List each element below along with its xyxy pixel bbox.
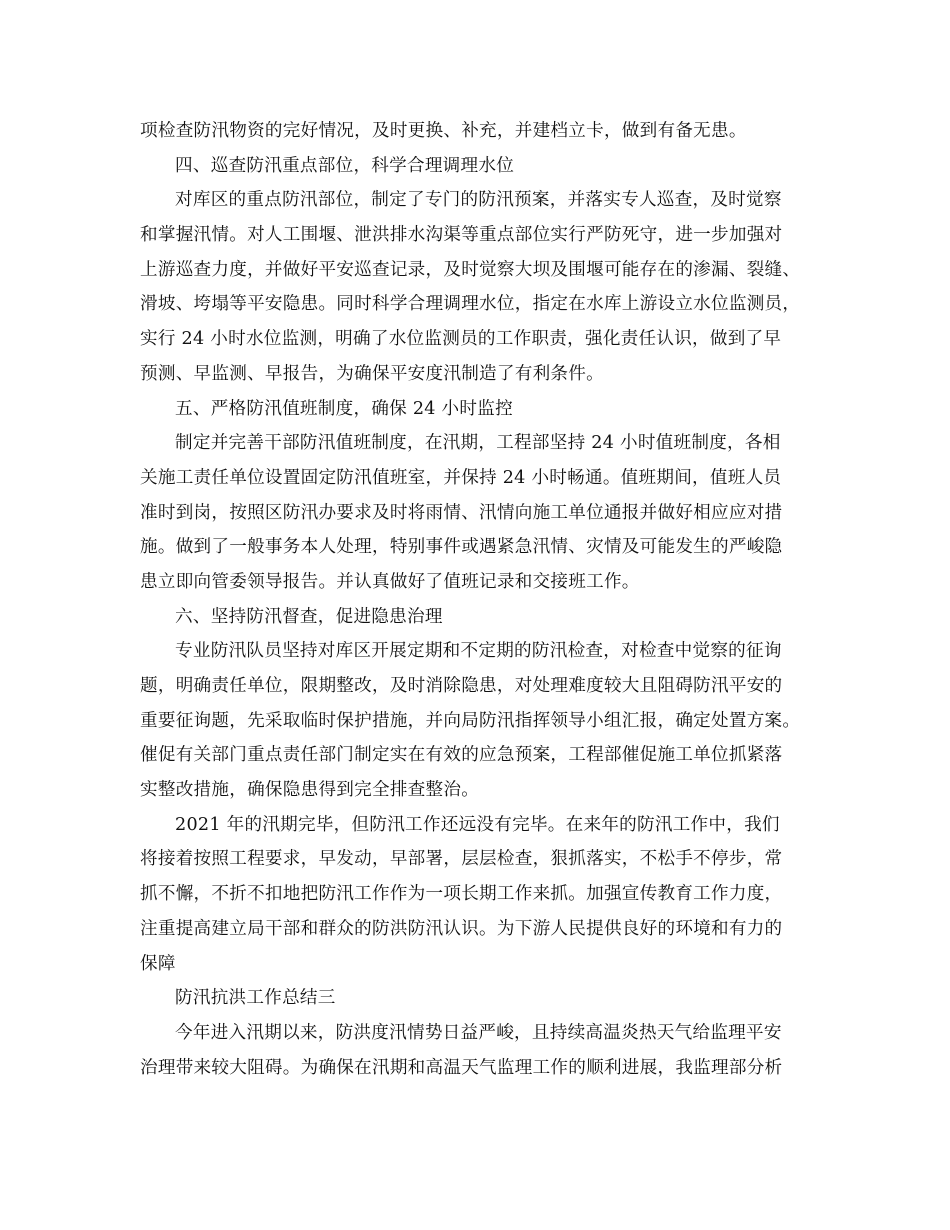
- text-line: 抓不懈，不折不扣地把防汛工作作为一项长期工作来抓。加强宣传教育工作力度，: [140, 884, 783, 905]
- text-line: 患立即向管委领导报告。并认真做好了值班记录和交接班工作。: [140, 571, 640, 592]
- text-line: 今年进入汛期以来，防洪度汛情势日益严峻，且持续高温炎热天气给监理平安: [175, 1022, 782, 1043]
- text-line: 2021 年的汛期完毕，但防汛工作还远没有完毕。在来年的防汛工作中，我们: [175, 814, 780, 835]
- text-line: 实整改措施，确保隐患得到完全排查整治。: [140, 780, 480, 801]
- paragraph: [140, 808, 812, 981]
- paragraph: [140, 114, 812, 149]
- text-line: 制定并完善干部防汛值班制度，在汛期，工程部坚持 24 小时值班制度，各相: [175, 433, 781, 454]
- text-line: 施。做到了一般事务本人处理，特别事件或遇紧急汛情、灾情及可能发生的严峻隐: [140, 537, 783, 558]
- text-line: 治理带来较大阻碍。为确保在汛期和高温天气监理工作的顺利进展，我监理部分析: [140, 1057, 783, 1078]
- heading-line: 四、巡查防汛重点部位，科学合理调理水位: [175, 155, 515, 176]
- text-line: 滑坡、垮塌等平安隐患。同时科学合理调理水位，指定在水库上游设立水位监测员，: [140, 294, 801, 315]
- text-line: 项检查防汛物资的完好情况，及时更换、补充，并建档立卡，做到有备无患。: [140, 121, 747, 141]
- text-line: 实行 24 小时水位监测，明确了水位监测员的工作职责，强化责任认识，做到了早: [140, 329, 782, 350]
- text-line: 题，明确责任单位，限期整改，及时消除隐患，对处理难度较大且阻碍防汛平安的: [140, 676, 783, 696]
- text-line: 保障: [140, 953, 176, 974]
- section-heading: [140, 981, 812, 1016]
- heading-line: 五、严格防汛值班制度，确保 24 小时监控: [175, 398, 513, 419]
- section-heading: [140, 392, 812, 427]
- text-line: 注重提高建立局干部和群众的防洪防汛认识。为下游人民提供良好的环境和有力的: [140, 918, 783, 939]
- paragraph: [140, 183, 812, 391]
- heading-line: 防汛抗洪工作总结三: [175, 988, 336, 1009]
- text-line: 将接着按照工程要求，早发动，早部署，层层检查，狠抓落实，不松手不停步，常: [140, 849, 783, 870]
- document-body: [140, 114, 812, 1085]
- text-line: 上游巡查力度，并做好平安巡查记录，及时觉察大坝及围堰可能存在的渗漏、裂缝、: [140, 259, 801, 280]
- text-line: 对库区的重点防汛部位，制定了专门的防汛预案，并落实专人巡查，及时觉察: [175, 190, 782, 211]
- text-line: 准时到岗，按照区防汛办要求及时将雨情、汛情向施工单位通报并做好相应应对措: [140, 502, 783, 523]
- text-line: 和掌握汛情。对人工围堰、泄洪排水沟渠等重点部位实行严防死守，进一步加强对: [140, 225, 783, 246]
- text-line: 重要征询题，先采取临时保护措施，并向局防汛指挥领导小组汇报，确定处置方案。: [140, 710, 801, 731]
- heading-line: 六、坚持防汛督查，促进隐患治理: [175, 606, 443, 627]
- section-heading: [140, 149, 812, 184]
- text-line: 预测、早监测、早报告，为确保平安度汛制造了有利条件。: [140, 363, 604, 384]
- text-line: 专业防汛队员坚持对库区开展定期和不定期的防汛检查，对检查中觉察的征询: [175, 641, 782, 662]
- section-heading: [140, 600, 812, 635]
- paragraph: [140, 426, 812, 599]
- text-line: 催促有关部门重点责任部门制定实在有效的应急预案，工程部催促施工单位抓紧落: [140, 745, 783, 766]
- paragraph: [140, 1016, 812, 1085]
- text-line: 关施工责任单位设置固定防汛值班室，并保持 24 小时畅通。值班期间，值班人员: [140, 467, 782, 488]
- paragraph: [140, 634, 812, 807]
